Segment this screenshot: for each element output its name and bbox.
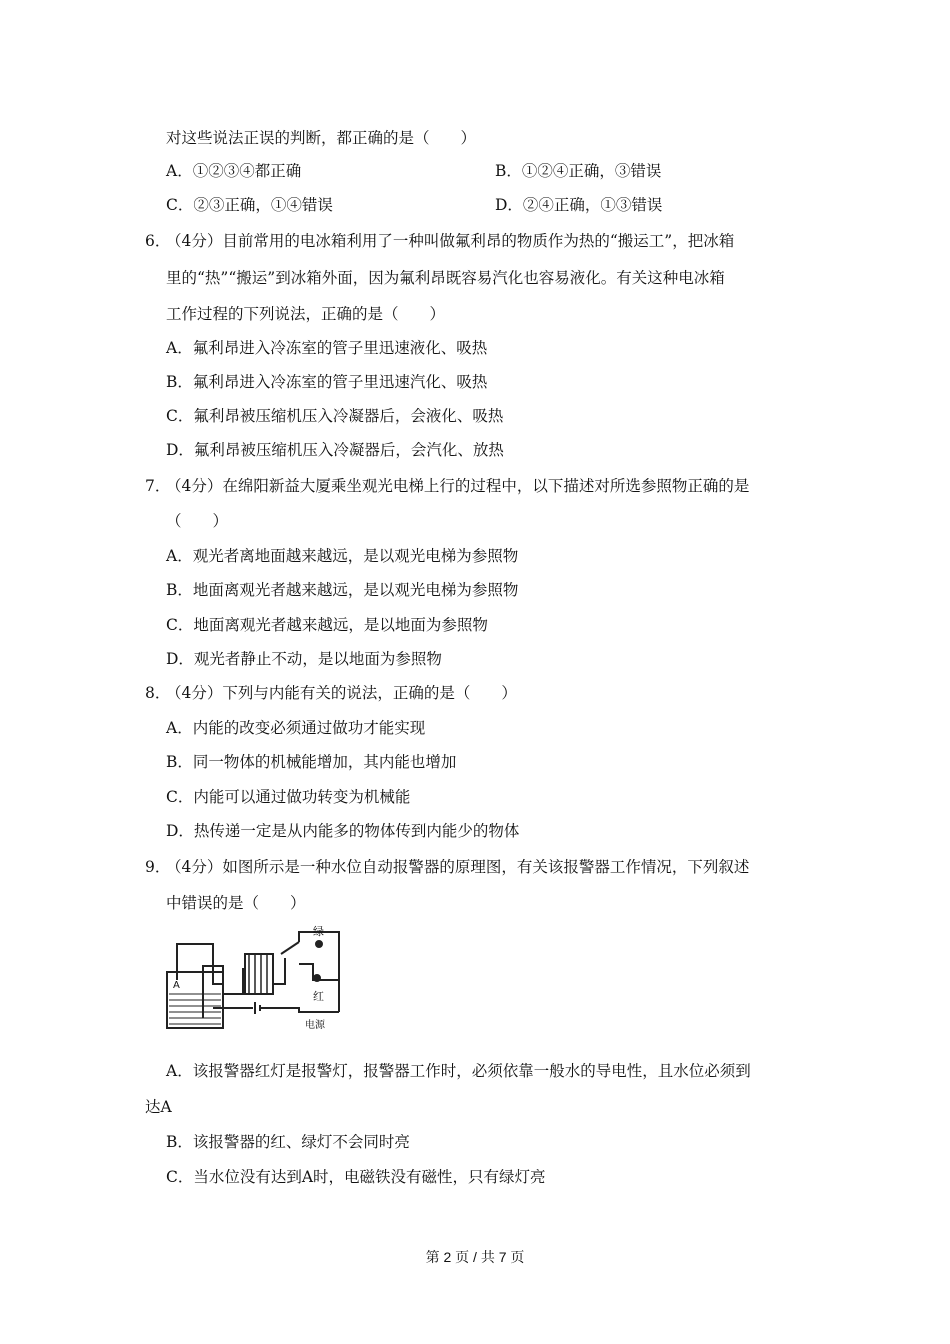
q9-option-a-line-1[interactable]: A．该报警器红灯是报警灯，报警器工作时，必须依靠一般水的导电性，且水位必须到	[166, 1062, 751, 1080]
q6-option-c[interactable]: C．氟利昂被压缩机压入冷凝器后，会液化、吸热	[166, 407, 504, 425]
q6-option-a[interactable]: A．氟利昂进入冷冻室的管子里迅速液化、吸热	[166, 339, 488, 357]
probe-wire-a	[177, 944, 223, 984]
q5-option-b[interactable]: B．①②④正确，③错误	[495, 162, 662, 180]
q8-option-c[interactable]: C．内能可以通过做功转变为机械能	[166, 788, 411, 806]
q6-stem-line-3: 工作过程的下列说法，正确的是（ ）	[166, 305, 446, 323]
q8-option-a[interactable]: A．内能的改变必须通过做功才能实现	[166, 719, 426, 737]
q6-option-d[interactable]: D．氟利昂被压缩机压入冷凝器后，会汽化、放热	[166, 441, 504, 459]
green-lamp	[316, 941, 322, 947]
level-a-label: A	[173, 980, 180, 991]
battery-wire-right	[260, 1008, 339, 1012]
q6-option-b[interactable]: B．氟利昂进入冷冻室的管子里迅速汽化、吸热	[166, 373, 488, 391]
q9-option-c[interactable]: C．当水位没有达到A时，电磁铁没有磁性，只有绿灯亮	[166, 1168, 546, 1186]
q5-option-c[interactable]: C．②③正确，①④错误	[166, 196, 333, 214]
q7-option-a[interactable]: A．观光者离地面越来越远，是以观光电梯为参照物	[166, 547, 519, 565]
q7-stem-line-1: （4分）在绵阳新益大厦乘坐观光电梯上行的过程中，以下描述对所选参照物正确的是	[166, 477, 750, 495]
q5-option-d[interactable]: D．②④正确，①③错误	[495, 196, 663, 214]
q6-stem-line-1: （4分）目前常用的电冰箱利用了一种叫做氟利昂的物质作为热的“搬运工”，把冰箱	[166, 232, 735, 250]
q7-stem-line-2: （ ）	[166, 512, 229, 530]
q8-option-d[interactable]: D．热传递一定是从内能多的物体传到内能少的物体	[166, 822, 520, 840]
water-level-alarm-diagram	[163, 924, 359, 1034]
q6-stem-line-2: 里的“热”“搬运”到冰箱外面，因为氟利昂既容易汽化也容易液化。有关这种电冰箱	[166, 269, 725, 287]
power-label: 电源	[305, 1020, 325, 1031]
q9-option-b[interactable]: B．该报警器的红、绿灯不会同时亮	[166, 1133, 410, 1151]
q9-number: 9．	[145, 858, 171, 876]
q8-option-b[interactable]: B．同一物体的机械能增加，其内能也增加	[166, 753, 457, 771]
q6-number: 6．	[145, 232, 171, 250]
q7-option-b[interactable]: B．地面离观光者越来越远，是以观光电梯为参照物	[166, 581, 519, 599]
armature	[281, 942, 299, 954]
q5-option-a[interactable]: A．①②③④都正确	[166, 162, 302, 180]
q7-number: 7．	[145, 477, 171, 495]
red-lamp	[314, 975, 320, 981]
q7-option-c[interactable]: C．地面离观光者越来越远，是以地面为参照物	[166, 616, 488, 634]
green-lamp-label: 绿	[313, 925, 324, 938]
red-lamp-label: 红	[313, 990, 324, 1003]
q7-option-d[interactable]: D．观光者静止不动，是以地面为参照物	[166, 650, 442, 668]
coil-wire	[273, 958, 285, 984]
q9-stem-line-1: （4分）如图所示是一种水位自动报警器的原理图，有关该报警器工作情况，下列叙述	[166, 858, 750, 876]
q9-option-a-line-2: 达A	[145, 1098, 172, 1116]
q8-stem-line-1: （4分）下列与内能有关的说法，正确的是（ ）	[166, 684, 517, 702]
q9-stem-line-2: 中错误的是（ ）	[166, 894, 306, 912]
page-footer: 第 2 页 / 共 7 页	[425, 1249, 525, 1265]
q8-number: 8．	[145, 684, 171, 702]
q5-stem-tail: 对这些说法正误的判断，都正确的是（ ）	[166, 129, 477, 147]
